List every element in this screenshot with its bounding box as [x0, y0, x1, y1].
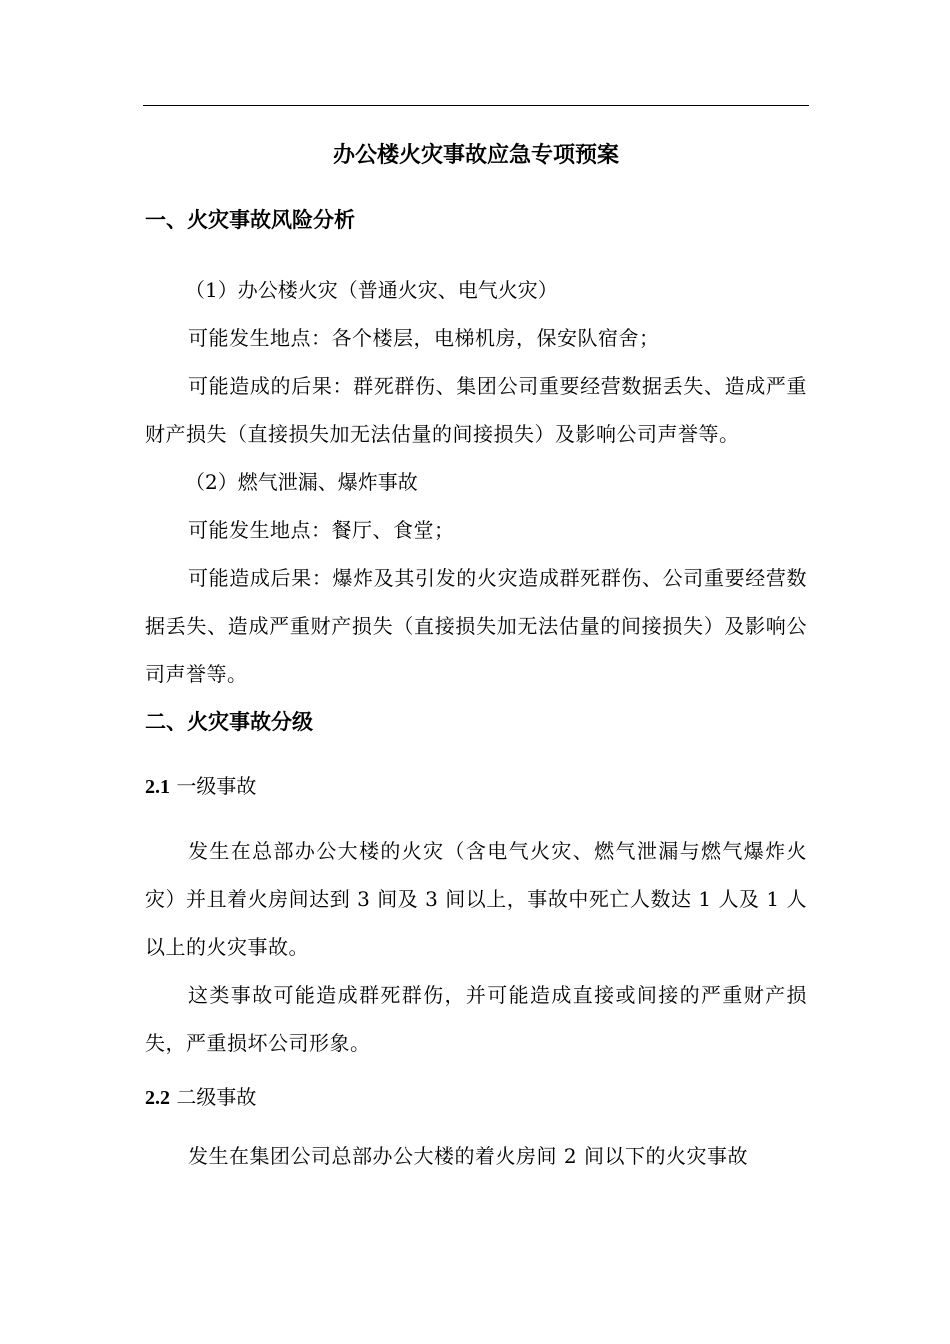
header-rule: [143, 105, 809, 106]
section-1-heading: 一、火灾事故风险分析: [145, 208, 355, 232]
section-1-item-1-label: （1）办公楼火灾（普通火灾、电气火灾）: [185, 278, 558, 302]
section-1-item-2-location: 可能发生地点：餐厅、食堂；: [188, 518, 455, 542]
subsection-2-1-paragraph-2: 这类事故可能造成群死群伤，并可能造成直接或间接的严重财产损失，严重损坏公司形象。: [145, 983, 807, 1055]
document-title: 办公楼火灾事故应急专项预案: [332, 143, 619, 168]
subsection-2-2-paragraph-1: 发生在集团公司总部办公大楼的着火房间 2 间以下的火灾事故: [188, 1144, 748, 1168]
subsection-2-1-number: 2.1: [145, 776, 170, 798]
section-1-item-2-label: （2）燃气泄漏、爆炸事故: [185, 470, 418, 494]
subsection-2-1-paragraph-1: 发生在总部办公大楼的火灾（含电气火灾、燃气泄漏与燃气爆炸火灾）并且着火房间达到 3 间及 3 间以上，事故中死亡人数达 1 人及 1 人以上的火灾事故。: [145, 839, 807, 959]
document-body: [145, 128, 807, 1180]
subsection-2-2-number: 2.2: [145, 1087, 170, 1109]
section-1-item-1-location: 可能发生地点：各个楼层，电梯机房，保安队宿舍；: [188, 326, 660, 350]
subsection-2-1-title: 一级事故: [176, 774, 257, 798]
subsection-2-2-title: 二级事故: [176, 1085, 257, 1109]
subsection-2-2-heading: [145, 1081, 807, 1114]
section-1-item-2-consequence: 可能造成后果：爆炸及其引发的火灾造成群死群伤、公司重要经营数据丢失、造成严重财产损失（直接损失加无法估量的间接损失）及影响公司声誉等。: [145, 566, 807, 686]
section-1-item-1-consequence: 可能造成的后果：群死群伤、集团公司重要经营数据丢失、造成严重财产损失（直接损失加无法估量的间接损失）及影响公司声誉等。: [145, 374, 807, 446]
subsection-2-1-heading: [145, 770, 807, 803]
section-2-heading: 二、火灾事故分级: [145, 710, 313, 734]
